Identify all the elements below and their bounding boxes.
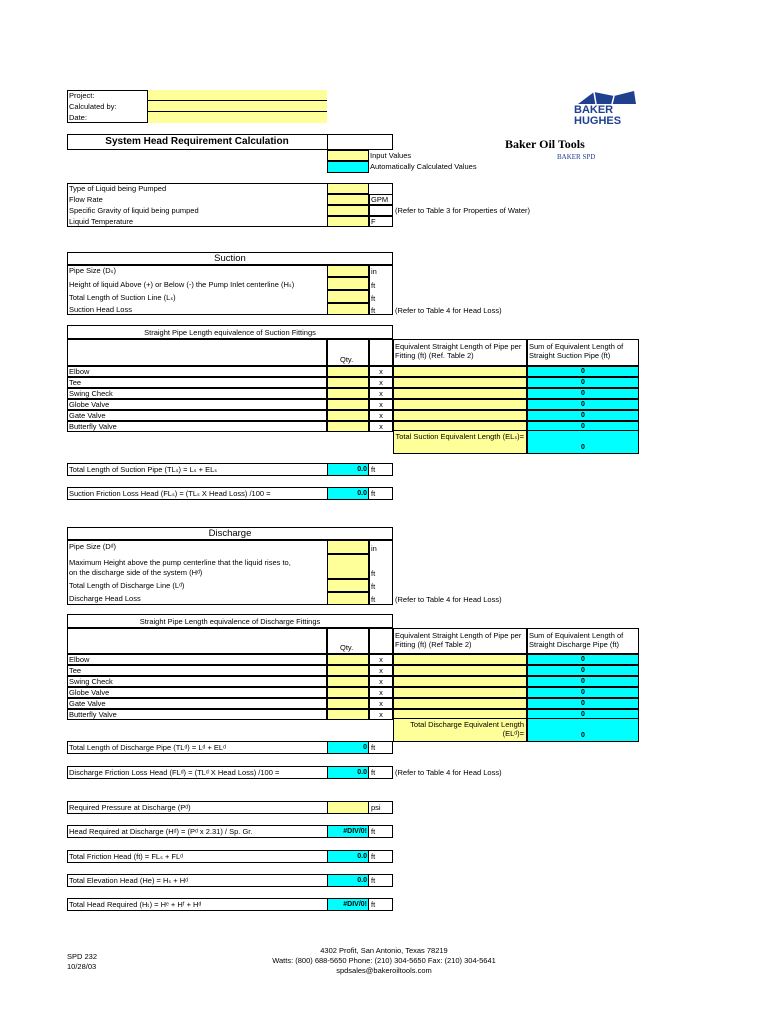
suction-fitting-name-cell xyxy=(67,377,327,388)
discharge-total-equiv-label: Total Discharge Equivalent Length (ELᵈ)= xyxy=(410,720,524,738)
logo-text-line1: BAKER xyxy=(574,104,614,116)
suction-height-unit: ft xyxy=(371,281,376,290)
legend-auto-label: Automatically Calculated Values xyxy=(370,162,477,171)
discharge-head-loss-label: Discharge Head Loss xyxy=(69,594,141,603)
company-name: Baker Oil Tools xyxy=(505,137,585,151)
discharge-fitting-qty-input[interactable] xyxy=(327,687,369,698)
date-input[interactable] xyxy=(147,112,327,123)
suction-total-length-value: 0.0 xyxy=(357,466,367,473)
suction-fitting-qty-input[interactable] xyxy=(327,410,369,421)
discharge-fitting-qty-input[interactable] xyxy=(327,654,369,665)
legend-auto-swatch xyxy=(327,161,369,173)
discharge-fittings-name-header xyxy=(67,628,327,654)
discharge-friction-note: (Refer to Table 4 for Head Loss) xyxy=(395,768,502,777)
calculated-by-label: Calculated by: xyxy=(69,102,117,111)
suction-total-equiv-label: Total Suction Equivalent Length (ELₛ)= xyxy=(395,432,524,441)
sg-label: Specific Gravity of liquid being pumped xyxy=(69,206,199,215)
discharge-fitting-equiv-input[interactable] xyxy=(393,687,527,698)
flow-unit: GPM xyxy=(371,195,389,204)
suction-fitting-name: Butterfly Valve xyxy=(69,422,117,431)
suction-head-loss-input[interactable] xyxy=(327,303,369,315)
total-elevation-value: 0.0 xyxy=(357,877,367,884)
discharge-fitting-qty-input[interactable] xyxy=(327,676,369,687)
legend-input-label: Input Values xyxy=(370,151,412,160)
suction-fitting-qty-input[interactable] xyxy=(327,366,369,377)
legend-input-swatch xyxy=(327,150,369,161)
suction-equiv-header: Equivalent Straight Length of Pipe per Fitting (ft) (Ref. Table 2) xyxy=(395,342,522,360)
discharge-friction-unit: ft xyxy=(371,768,376,777)
discharge-fitting-sum: 0 xyxy=(581,700,585,707)
suction-fitting-qty-input[interactable] xyxy=(327,377,369,388)
suction-total-length-unit: ft xyxy=(371,465,376,474)
discharge-fitting-equiv-input[interactable] xyxy=(393,676,527,687)
suction-friction-label: Suction Friction Loss Head (FLₛ) = (TLₛ X Head Loss) /100 = xyxy=(69,489,271,498)
req-pressure-unit: psi xyxy=(371,803,381,812)
discharge-pipe-unit: in xyxy=(371,544,377,553)
calculated-by-input[interactable] xyxy=(147,101,327,112)
discharge-fitting-equiv-input[interactable] xyxy=(393,654,527,665)
total-friction-unit: ft xyxy=(371,852,376,861)
discharge-head-loss-input[interactable] xyxy=(327,592,369,605)
liquid-type-label: Type of Liquid being Pumped xyxy=(69,184,167,193)
suction-fitting-sum: 0 xyxy=(581,423,585,430)
discharge-length-input[interactable] xyxy=(327,579,369,592)
suction-fitting-equiv-input[interactable] xyxy=(393,377,527,388)
suction-fitting-x: x xyxy=(379,378,383,387)
suction-fitting-qty-input[interactable] xyxy=(327,399,369,410)
discharge-pipe-size-input[interactable] xyxy=(327,540,369,554)
flow-rate-input[interactable] xyxy=(327,194,369,205)
discharge-fitting-name: Butterfly Valve xyxy=(69,710,117,719)
baker-hughes-logo xyxy=(574,90,640,130)
suction-length-input[interactable] xyxy=(327,290,369,303)
total-head-value: #DIV/0! xyxy=(343,901,367,908)
discharge-equiv-header: Equivalent Straight Length of Pipe per Fitting (ft) (Ref Table 2) xyxy=(395,631,522,649)
footer-date: 10/28/03 xyxy=(67,962,97,971)
sg-unit-cell xyxy=(369,205,393,216)
discharge-fitting-sum: 0 xyxy=(581,656,585,663)
company-sub: BAKER SPD xyxy=(557,153,596,161)
logo-text-line2: HUGHES xyxy=(574,115,622,127)
head-req-value: #DIV/0! xyxy=(343,828,367,835)
footer-doc-number: SPD 232 xyxy=(67,952,98,961)
suction-fitting-x: x xyxy=(379,367,383,376)
discharge-fitting-equiv-input[interactable] xyxy=(393,665,527,676)
suction-head-loss-label: Suction Head Loss xyxy=(69,305,132,314)
discharge-fitting-name-cell xyxy=(67,698,327,709)
total-head-unit: ft xyxy=(371,900,376,909)
discharge-fitting-qty-input[interactable] xyxy=(327,709,369,720)
discharge-fitting-qty-input[interactable] xyxy=(327,698,369,709)
title-divider xyxy=(327,134,328,150)
discharge-fitting-sum: 0 xyxy=(581,678,585,685)
discharge-fitting-name: Elbow xyxy=(69,655,90,664)
suction-fitting-x: x xyxy=(379,411,383,420)
discharge-fitting-x: x xyxy=(379,710,383,719)
total-elevation-unit: ft xyxy=(371,876,376,885)
page-title: System Head Requirement Calculation xyxy=(105,136,289,147)
suction-friction-value: 0.0 xyxy=(357,490,367,497)
total-elevation-label: Total Elevation Head (He) = Hₛ + Hᵈ xyxy=(69,876,189,885)
discharge-total-length-unit: ft xyxy=(371,743,376,752)
discharge-fitting-x: x xyxy=(379,699,383,708)
temp-label: Liquid Temperature xyxy=(69,217,134,226)
suction-head-loss-note: (Refer to Table 4 for Head Loss) xyxy=(395,306,502,315)
suction-fitting-x: x xyxy=(379,400,383,409)
suction-length-label: Total Length of Suction Line (Lₛ) xyxy=(69,293,176,302)
suction-fittings-title: Straight Pipe Length equivalence of Suction Fittings xyxy=(144,328,316,337)
suction-fitting-qty-input[interactable] xyxy=(327,388,369,399)
discharge-fitting-name: Swing Check xyxy=(69,677,113,686)
discharge-fitting-name: Globe Valve xyxy=(69,688,110,697)
suction-height-input[interactable] xyxy=(327,277,369,290)
suction-fitting-name: Gate Valve xyxy=(69,411,106,420)
suction-total-equiv-value: 0 xyxy=(581,444,585,451)
discharge-friction-value: 0.0 xyxy=(357,769,367,776)
suction-fitting-sum: 0 xyxy=(581,379,585,386)
flow-rate-label: Flow Rate xyxy=(69,195,103,204)
discharge-fitting-sum: 0 xyxy=(581,667,585,674)
discharge-pipe-size-label: Pipe Size (Dᵈ) xyxy=(69,542,117,551)
suction-length-unit: ft xyxy=(371,294,376,303)
discharge-fitting-name: Tee xyxy=(69,666,82,675)
footer-email: spdsales@bakeroiltools.com xyxy=(336,966,432,975)
discharge-friction-label: Discharge Friction Loss Head (FLᵈ) = (TLᵈ X Head Loss) /100 = xyxy=(69,768,280,777)
suction-head-loss-unit: ft xyxy=(371,306,376,315)
discharge-title: Discharge xyxy=(208,528,252,539)
suction-fitting-sum: 0 xyxy=(581,390,585,397)
suction-fitting-name-cell xyxy=(67,410,327,421)
discharge-fitting-sum: 0 xyxy=(581,689,585,696)
discharge-height-unit: ft xyxy=(371,569,376,578)
discharge-fitting-equiv-input[interactable] xyxy=(393,698,527,709)
sg-note: (Refer to Table 3 for Properties of Water) xyxy=(395,206,531,215)
discharge-fitting-x: x xyxy=(379,688,383,697)
suction-fitting-equiv-input[interactable] xyxy=(393,366,527,377)
discharge-fitting-name: Gate Valve xyxy=(69,699,106,708)
total-friction-label: Total Friction Head (ft) = FLₛ + FLᵈ xyxy=(69,852,184,861)
discharge-length-label: Total Length of Discharge Line (Lᵈ) xyxy=(69,581,185,590)
suction-fitting-name: Elbow xyxy=(69,367,90,376)
project-label: Project: xyxy=(69,91,95,100)
discharge-qty-header: Qty. xyxy=(340,643,354,652)
discharge-total-equiv-value: 0 xyxy=(581,732,585,739)
suction-sum-header: Sum of Equivalent Length of Straight Suction Pipe (ft) xyxy=(529,342,624,360)
suction-fitting-sum: 0 xyxy=(581,412,585,419)
req-pressure-input[interactable] xyxy=(327,801,369,814)
date-label: Date: xyxy=(69,113,87,122)
suction-fitting-sum: 0 xyxy=(581,401,585,408)
suction-fitting-name: Globe Valve xyxy=(69,400,110,409)
suction-fitting-equiv-input[interactable] xyxy=(393,399,527,410)
suction-title: Suction xyxy=(214,253,246,264)
suction-x-header-cell xyxy=(369,339,393,366)
temperature-input[interactable] xyxy=(327,216,369,227)
discharge-fitting-qty-input[interactable] xyxy=(327,665,369,676)
suction-fitting-sum: 0 xyxy=(581,368,585,375)
suction-friction-unit: ft xyxy=(371,489,376,498)
suction-fitting-equiv-input[interactable] xyxy=(393,388,527,399)
temp-unit: F xyxy=(371,217,376,226)
head-req-label: Head Required at Discharge (Hᵈ) = (Pᵈ x 2.31) / Sp. Gr. xyxy=(69,827,253,836)
discharge-length-unit: ft xyxy=(371,582,376,591)
discharge-fitting-x: x xyxy=(379,666,383,675)
suction-fitting-x: x xyxy=(379,389,383,398)
suction-fitting-name: Tee xyxy=(69,378,82,387)
suction-height-label: Height of liquid Above (+) or Below (-) the Pump Inlet centerline (Hₛ) xyxy=(69,280,295,289)
discharge-height-label-2: on the discharge side of the system (Hᵈ) xyxy=(69,568,203,577)
total-head-label: Total Head Required (Hₜ) = Hᵉ + Hᶠ + Hᵈ xyxy=(69,900,202,909)
discharge-height-input[interactable] xyxy=(327,554,369,579)
discharge-total-length-label: Total Length of Discharge Pipe (TLᵈ) = Lᵈ + ELᵈ xyxy=(69,743,226,752)
discharge-x-header-cell xyxy=(369,628,393,654)
project-input[interactable] xyxy=(147,90,327,101)
discharge-fitting-x: x xyxy=(379,655,383,664)
discharge-fitting-x: x xyxy=(379,677,383,686)
total-friction-value: 0.0 xyxy=(357,853,367,860)
discharge-total-length-value: 0 xyxy=(363,744,367,751)
discharge-fitting-name-cell xyxy=(67,654,327,665)
discharge-sum-header: Sum of Equivalent Length of Straight Discharge Pipe (ft) xyxy=(529,631,624,649)
footer-address: 4302 Profit, San Antonio, Texas 78219 xyxy=(320,946,448,955)
suction-fitting-equiv-input[interactable] xyxy=(393,410,527,421)
suction-fitting-qty-input[interactable] xyxy=(327,421,369,432)
discharge-head-loss-note: (Refer to Table 4 for Head Loss) xyxy=(395,595,502,604)
discharge-head-loss-unit: ft xyxy=(371,595,376,604)
req-pressure-label: Required Pressure at Discharge (Pᵈ) xyxy=(69,803,191,812)
head-req-unit: ft xyxy=(371,827,376,836)
suction-fitting-name: Swing Check xyxy=(69,389,113,398)
suction-pipe-size-label: Pipe Size (Dₛ) xyxy=(69,266,116,275)
suction-fittings-name-header xyxy=(67,339,327,366)
suction-total-length-label: Total Length of Suction Pipe (TLₛ) = Lₛ + ELₛ xyxy=(69,465,218,474)
suction-pipe-unit: in xyxy=(371,267,377,276)
discharge-fitting-name-cell xyxy=(67,665,327,676)
discharge-fittings-title: Straight Pipe Length equivalence of Discharge Fittings xyxy=(139,617,321,626)
discharge-fitting-sum: 0 xyxy=(581,711,585,718)
specific-gravity-input[interactable] xyxy=(327,205,369,216)
discharge-height-label-1: Maximum Height above the pump centerline that the liquid rises to, xyxy=(69,558,291,567)
suction-fitting-x: x xyxy=(379,422,383,431)
footer-phones: Watts: (800) 688-5650 Phone: (210) 304-5650 Fax: (210) 304-5641 xyxy=(272,956,496,965)
liquid-type-input[interactable] xyxy=(327,183,369,194)
suction-pipe-size-input[interactable] xyxy=(327,265,369,277)
suction-fitting-name-cell xyxy=(67,366,327,377)
suction-qty-header: Qty. xyxy=(340,355,354,364)
